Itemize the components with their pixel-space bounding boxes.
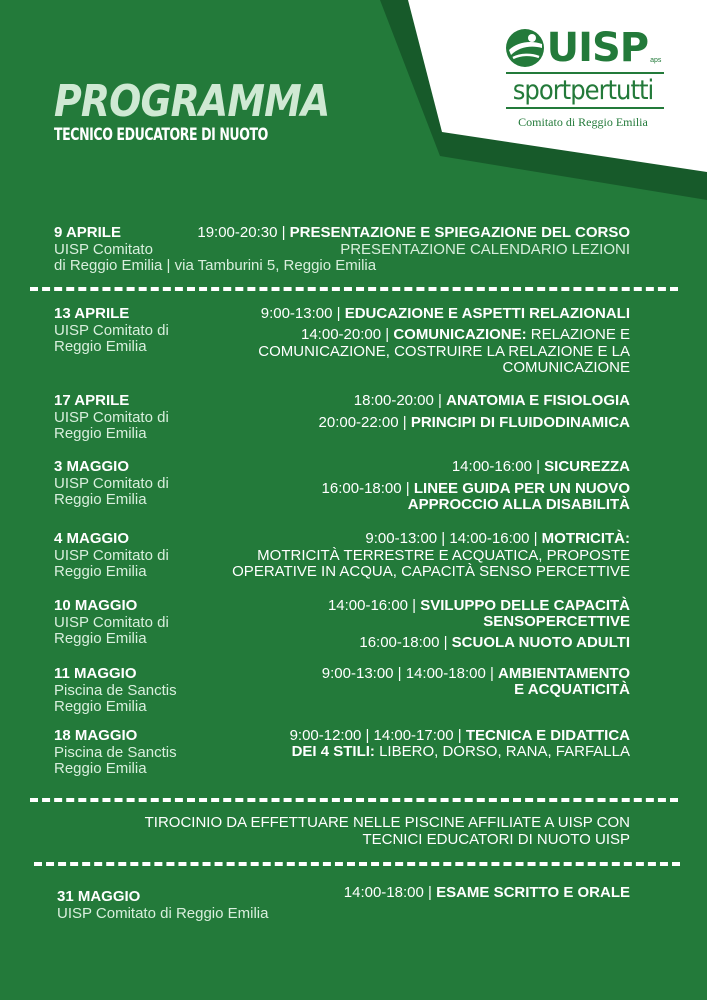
session-desc: RELAZIONE E [526,326,630,343]
session-time: 16:00-18:00 | [321,480,414,497]
session-title: LINEE GUIDA PER UN NUOVO [413,480,630,497]
session [354,392,630,409]
location-address: di Reggio Emilia | via Tamburini 5, Reggio Emilia [54,257,377,274]
date-9-aprile: 9 APRILE [54,224,121,241]
date-11-maggio: 11 MAGGIO [54,665,137,682]
session-time: 9:00-13:00 | 14:00-16:00 | [365,530,542,547]
session [359,634,630,651]
session-title-cont [483,613,630,630]
session [301,326,630,343]
session-desc: LIBERO, DORSO, RANA, FARFALLA [374,743,630,760]
date-17-aprile: 17 APRILE [54,392,130,409]
session [261,305,630,322]
session-title: MOTRICITÀ: [541,530,630,547]
location: UISP Comitato di [54,409,169,426]
session [290,727,630,744]
session-time: 18:00-20:00 | [353,392,447,409]
session-desc: OPERATIVE IN ACQUA, CAPACITÀ SENSO PERCETTIVE [232,563,630,580]
location: UISP Comitato di [54,614,169,631]
session-title: ANATOMIA E FISIOLOGIA [446,392,630,409]
session-time: 14:00-16:00 | [327,597,421,614]
location: Piscina de Sanctis [54,682,177,699]
session-time: 9:00-13:00 | [260,305,345,322]
session-title-cont [514,681,630,698]
session-time: 14:00-18:00 | [343,884,437,901]
session-time: 19:00-20:30 | [197,224,290,241]
session-title: SICUREZZA [544,458,630,475]
session-title-cont [292,743,630,760]
uisp-logo [498,25,668,130]
session-title: PRINCIPI DI FLUIDODINAMICA [410,414,630,431]
session-time: 16:00-18:00 | [359,634,452,651]
location: UISP Comitato di [54,547,169,564]
session-time: 14:00-20:00 | [301,326,394,343]
uisp-swimmer-ball-icon [505,28,545,68]
session-time: 9:00-13:00 | 14:00-18:00 | [321,665,499,682]
dashed-divider [30,798,678,802]
location: Reggio Emilia [54,698,147,715]
session-extra: PRESENTAZIONE CALENDARIO LEZIONI [340,241,630,258]
location: Reggio Emilia [54,338,147,355]
location: UISP Comitato di Reggio Emilia [57,905,269,922]
session-title: APPROCCIO ALLA DISABILITÀ [407,496,630,513]
session-title-cont [408,496,630,513]
tirocinio-line: TECNICI EDUCATORI DI NUOTO UISP [362,831,630,848]
logo-committee: Comitato di Reggio Emilia [518,115,648,129]
date-18-maggio: 18 MAGGIO [54,727,138,744]
logo-divider-2 [506,107,664,109]
session-title: PRESENTAZIONE E SPIEGAZIONE DEL CORSO [289,224,630,241]
session [328,597,630,614]
session-desc: COMUNICAZIONE [502,359,630,376]
dashed-divider [30,287,678,291]
session [197,224,630,241]
session-title: SVILUPPO DELLE CAPACITÀ [420,597,630,614]
location: UISP Comitato [54,241,153,258]
session [344,884,630,901]
session-title: TECNICA E DIDATTICA [465,727,630,744]
session-title: EDUCAZIONE E ASPETTI RELAZIONALI [344,305,630,322]
date-10-maggio: 10 MAGGIO [54,597,138,614]
location: Reggio Emilia [54,491,147,508]
date-31-maggio: 31 MAGGIO [57,888,141,905]
date-3-maggio: 3 MAGGIO [54,458,130,475]
page-title: PROGRAMMA [54,76,330,127]
session-title: SENSOPERCETTIVE [483,613,630,630]
session-desc: MOTRICITÀ TERRESTRE E ACQUATICA, PROPOSTE [257,547,630,564]
session-title: AMBIENTAMENTO [498,665,630,682]
session-time: 14:00-16:00 | [451,458,545,475]
location: Piscina de Sanctis [54,744,177,761]
session [319,414,630,431]
session-title: ESAME SCRITTO E ORALE [436,884,630,901]
location: UISP Comitato di [54,475,169,492]
page-subtitle: TECNICO EDUCATORE DI NUOTO [54,125,268,145]
session [322,665,630,682]
date-4-maggio: 4 MAGGIO [54,530,130,547]
dashed-divider [34,862,680,866]
logo-divider [506,72,664,74]
logo-tagline: sportpertutti [512,75,654,106]
session-title: E ACQUATICITÀ [514,681,630,698]
date-13-aprile: 13 APRILE [54,305,130,322]
session-title: SCUOLA NUOTO ADULTI [451,634,630,651]
session-desc: COMUNICAZIONE, COSTRUIRE LA RELAZIONE E LA [258,343,630,360]
session-title: DEI 4 STILI: [291,743,375,760]
location: Reggio Emilia [54,630,147,647]
session [452,458,630,475]
location: Reggio Emilia [54,425,147,442]
tirocinio-line: TIROCINIO DA EFFETTUARE NELLE PISCINE AFFILIATE A UISP CON [144,814,630,831]
location: UISP Comitato di [54,322,169,339]
session [365,530,630,547]
location: Reggio Emilia [54,563,147,580]
logo-brand: UISP [546,25,649,71]
session-title: COMUNICAZIONE: [393,326,527,343]
logo-aps: aps [650,57,662,64]
session [322,480,630,497]
location: Reggio Emilia [54,760,147,777]
session-time: 9:00-12:00 | 14:00-17:00 | [289,727,466,744]
session-time: 20:00-22:00 | [318,414,411,431]
